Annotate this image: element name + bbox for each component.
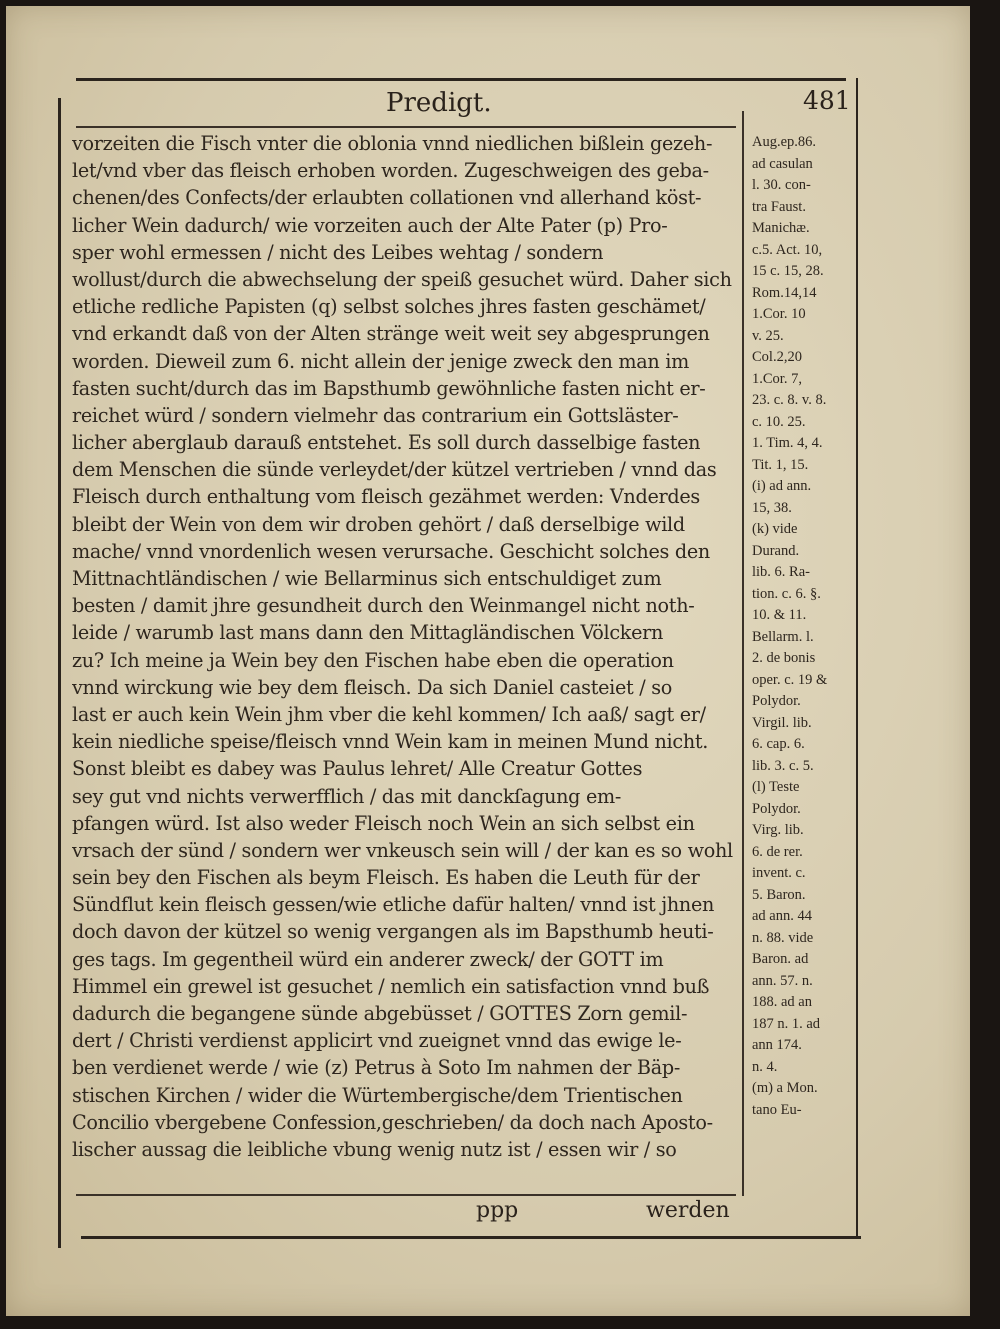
frame-rule-right <box>856 78 858 1238</box>
text-line: stischen Kirchen / wider die Würtembergische/dem Trientischen <box>72 1083 683 1107</box>
text-line: dert / Christi verdienst applicirt vnd zueignet vnnd das ewige le- <box>72 1029 682 1053</box>
signature-mark: ppp <box>476 1198 519 1223</box>
margin-note: Tit. 1, 15. <box>752 456 809 473</box>
text-line: Fleisch durch enthaltung vom fleisch gezähmet werden: Vnderdes <box>72 485 700 509</box>
text-line: lischer aussag die leibliche vbung wenig nutz ist / essen wir / so <box>72 1137 677 1161</box>
text-line: zu? Ich meine ja Wein bey den Fischen habe eben die operation <box>72 648 674 672</box>
margin-note: 1.Cor. 10 <box>752 306 806 322</box>
margin-note: 187 n. 1. ad <box>752 1015 821 1032</box>
catchword: werden <box>646 1198 730 1223</box>
text-line: sey gut vnd nichts verwerfflich / das mit danckſagung em- <box>72 784 622 808</box>
text-line: dadurch die begangene sünde abgebüsset / GOTTES Zorn gemil- <box>72 1002 688 1025</box>
body-text <box>72 130 736 1163</box>
text-line: chenen/des Confects/der erlaubten collationen vnd allerhand köst- <box>72 186 702 210</box>
margin-note: Polydor. <box>752 800 801 817</box>
footer-rule <box>76 1194 736 1196</box>
margin-note: lib. 6. Ra- <box>752 564 810 580</box>
margin-note: l. 30. con- <box>752 177 811 193</box>
margin-note: tano Eu- <box>752 1101 802 1118</box>
text-line: vnd erkandt daß von der Alten stränge weit weit sey abgesprungen <box>72 322 710 346</box>
text-line: etliche redliche Papisten (q) selbst solches jhres fasten geschämet/ <box>72 295 706 319</box>
frame-rule-top <box>76 78 846 81</box>
text-line: vrsach der sünd / sondern wer vnkeusch sein will / der kan es so wohl <box>72 838 733 862</box>
margin-notes <box>752 132 852 1121</box>
margin-note: c. 10. 25. <box>752 413 806 430</box>
margin-note: (i) ad ann. <box>752 478 812 494</box>
margin-note: ann 174. <box>752 1037 802 1053</box>
text-line: licher Wein dadurch/ wie vorzeiten auch der Alte Pater (p) Pro- <box>72 213 668 237</box>
text-line: licher aberglaub darauß entstehet. Es soll durch dasselbige fasten <box>72 431 701 455</box>
margin-note: Polydor. <box>752 693 801 709</box>
text-line: Mittnachtländischen / wie Bellarminus sich entschuldiget zum <box>72 567 662 590</box>
frame-rule-bottom <box>81 1236 861 1239</box>
frame-rule-left <box>58 98 61 1248</box>
text-line: worden. Dieweil zum 6. nicht allein der jenige zweck den man im <box>72 349 690 373</box>
text-line: leide / warumb last mans dann den Mittagländischen Völckern <box>72 621 664 645</box>
text-line: Concilio vbergebene Confession,geschrieben/ da doch nach Aposto- <box>72 1110 713 1134</box>
margin-note: Manichæ. <box>752 220 810 236</box>
margin-note: invent. c. <box>752 865 806 881</box>
text-line: doch davon der kützel so wenig vergangen als im Bapsthumb heuti- <box>72 920 714 944</box>
text-line: besten / damit jhre gesundheit durch den Weinmangel nicht noth- <box>72 594 695 618</box>
margin-note: tra Faust. <box>752 198 806 215</box>
text-line: wollust/durch die abwechselung der speiß gesuchet würd. Daher sich <box>72 267 732 291</box>
book-page <box>6 6 970 1316</box>
margin-note: 15, 38. <box>752 499 792 516</box>
text-line: dem Menschen die sünde verleydet/der kützel vertrieben / vnnd das <box>72 458 717 482</box>
page-number: 481 <box>803 86 851 115</box>
margin-note: Bellarm. l. <box>752 628 814 645</box>
margin-note: 1.Cor. 7, <box>752 370 802 387</box>
margin-note: c.5. Act. 10, <box>752 241 823 258</box>
margin-note: oper. c. 19 & <box>752 671 828 688</box>
column-separator <box>742 111 744 1196</box>
margin-note: 10. & 11. <box>752 607 807 623</box>
margin-note: 23. c. 8. v. 8. <box>752 392 827 408</box>
text-line: let/vnd vber das fleisch erhoben worden. Zugeschweigen des geba- <box>72 159 709 183</box>
margin-note: tion. c. 6. §. <box>752 585 821 602</box>
margin-note: n. 4. <box>752 1058 778 1075</box>
margin-note: (l) Teste <box>752 779 800 795</box>
text-line: bleibt der Wein von dem wir droben gehört / daß derselbige wild <box>72 512 685 536</box>
margin-note: lib. 3. c. 5. <box>752 757 814 774</box>
text-line: last er auch kein Wein jhm vber die kehl kommen/ Ich aaß/ sagt er/ <box>72 702 706 726</box>
margin-note: Col.2,20 <box>752 349 802 365</box>
margin-note: ann. 57. n. <box>752 972 813 989</box>
text-line: sper wohl ermessen / nicht des Leibes wehtag / sondern <box>72 240 604 264</box>
text-line: pfangen würd. Ist also weder Fleisch noch Wein an sich selbst ein <box>72 811 695 835</box>
text-line: fasten sucht/durch das im Bapsthumb gewöhnliche fasten nicht er- <box>72 376 706 400</box>
margin-note: 5. Baron. <box>752 886 806 903</box>
margin-note: Rom.14,14 <box>752 284 817 301</box>
margin-note: n. 88. vide <box>752 929 814 946</box>
margin-note: Virgil. lib. <box>752 714 812 731</box>
margin-note: ad ann. 44 <box>752 908 812 924</box>
margin-note: Virg. lib. <box>752 822 804 838</box>
text-line: kein niedliche speise/fleisch vnnd Wein kam in meinen Mund nicht. <box>72 730 709 754</box>
text-line: sein bey den Fischen als beym Fleisch. Es haben die Leuth für der <box>72 866 700 890</box>
margin-note: Aug.ep.86. <box>752 134 817 150</box>
text-line: ges tags. Im gegentheil würd ein anderer zweck/ der GOTT im <box>72 947 664 971</box>
margin-note: 2. de bonis <box>752 650 816 666</box>
margin-note: 6. cap. 6. <box>752 736 805 752</box>
margin-note: ad casulan <box>752 155 813 172</box>
margin-note: 1. Tim. 4, 4. <box>752 435 823 451</box>
header-rule <box>76 126 736 128</box>
margin-note: 6. de rer. <box>752 843 803 860</box>
margin-note: v. 25. <box>752 327 784 344</box>
text-line: reichet würd / sondern vielmehr das contrarium ein Gottsläster- <box>72 403 679 427</box>
text-line: Sündflut kein fleisch gessen/wie etliche dafür halten/ vnnd ist jhnen <box>72 893 715 917</box>
margin-note: (k) vide <box>752 521 798 537</box>
text-line: Sonst bleibt es dabey was Paulus lehret/ Alle Creatur Gottes <box>72 757 643 781</box>
margin-note: Baron. ad <box>752 951 809 967</box>
text-line: vnnd wirckung wie bey dem fleisch. Da sich Daniel casteiet / so <box>72 675 673 699</box>
text-line: vorzeiten die Fisch vnter die oblonia vnnd niedlichen bißlein gezeh- <box>72 132 713 155</box>
margin-note: Durand. <box>752 542 800 559</box>
margin-note: (m) a Mon. <box>752 1080 818 1096</box>
margin-note: 15 c. 15, 28. <box>752 263 824 279</box>
text-line: ben verdienet werde / wie (z) Petrus à Soto Im nahmen der Bäp- <box>72 1056 681 1080</box>
text-line: Himmel ein grewel ist gesuchet / nemlich ein satisfaction vnnd buß <box>72 974 710 998</box>
running-head: Predigt. <box>386 88 492 118</box>
text-line: mache/ vnnd vnordenlich wesen verursache. Geschicht solches den <box>72 539 710 563</box>
margin-note: 188. ad an <box>752 994 812 1010</box>
